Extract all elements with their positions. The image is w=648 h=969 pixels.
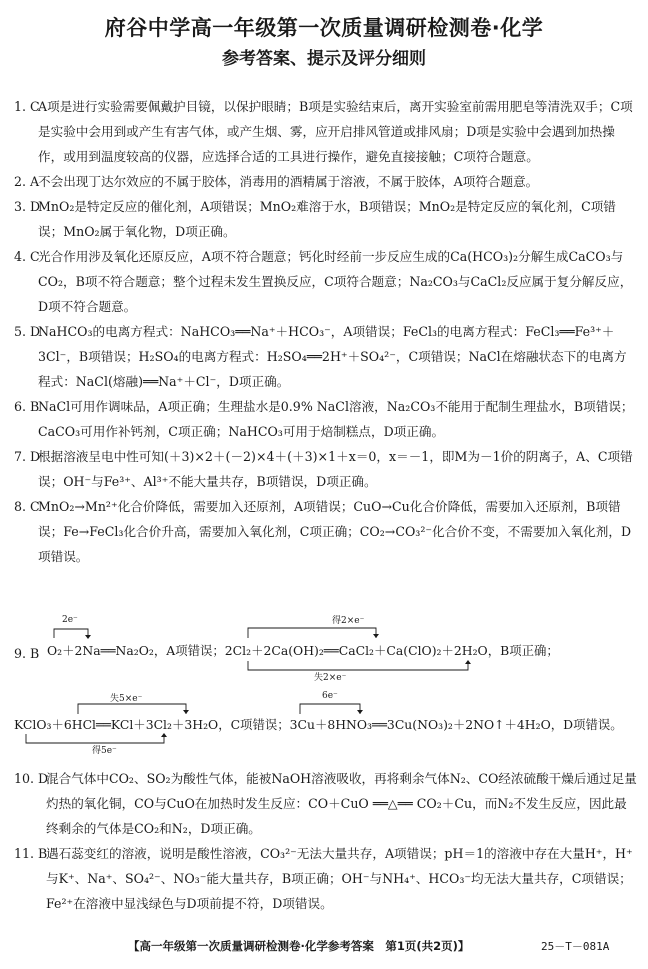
answer-text: NaHCO₃的电离方程式：NaHCO₃══Na⁺＋HCO₃⁻，A项错误；FeCl₃的电离方程式：FeCl₃══Fe³⁺＋3Cl⁻，B项错误；H₂SO₄的电离方程式：H₂SO₄══2H⁺＋SO₄²⁻，C项错误；NaCl在熔融状态下的电离方程式：NaCl(熔融)══Na⁺＋Cl⁻，D项正确。 <box>38 324 627 389</box>
answer-text: MnO₂是特定反应的催化剂，A项错误；MnO₂难溶于水，B项错误；MnO₂是特定反应的氧化剂，C项错误；MnO₂属于氧化物，D项正确。 <box>38 199 616 239</box>
equation-line: KClO₃＋6HCl══KCl＋3Cl₂＋3H₂O，C项错误；3Cu＋8HNO₃══3Cu(NO₃)₂＋2NO↑＋4H₂O，D项错误。 <box>14 717 623 732</box>
electron-transfer-arrow <box>76 701 196 715</box>
answer-number: 2. A <box>14 174 40 189</box>
electron-label: 失5×e⁻ <box>110 694 143 704</box>
answer-text: 光合作用涉及氧化还原反应，A项不符合题意；钙化时经前一步反应生成的Ca(HCO₃)₂分解生成CaCO₃与CO₂，B项不符合题意；整个过程未发生置换反应，C项符合题意；Na₂CO₃与CaCl₂反应属于复分解反应，D项不符合题意。 <box>38 249 633 314</box>
answer-number: 8. C <box>14 499 40 514</box>
answer-number: 1. C <box>14 99 40 114</box>
answer-number: 11. B <box>14 846 48 861</box>
answer-item-5 <box>14 319 638 394</box>
answer-number: 9. B <box>14 646 40 661</box>
electron-transfer-arrow <box>52 626 92 640</box>
answer-item-11 <box>14 841 638 916</box>
answer-item-1 <box>14 94 638 169</box>
page-subtitle: 参考答案、提示及评分细则 <box>222 49 426 69</box>
answer-text: 不会出现丁达尔效应的不属于胶体，消毒用的酒精属于溶液，不属于胶体，A项符合题意。 <box>38 174 539 189</box>
electron-transfer-arrow <box>298 701 368 715</box>
answer-item-8 <box>14 494 638 569</box>
answer-item-7 <box>14 444 638 494</box>
answer-text: MnO₂→Mn²⁺化合价降低，需要加入还原剂，A项错误；CuO→Cu化合价降低，需要加入还原剂，B项错误；Fe→FeCl₃化合价升高，需要加入氧化剂，C项正确；CO₂→CO₃²⁻化合价不变，不需要加入氧化剂，D项错误。 <box>38 499 632 564</box>
answer-number: 7. D <box>14 449 41 464</box>
answer-list <box>14 94 638 569</box>
answer-item-2 <box>14 169 638 194</box>
electron-label: 6e⁻ <box>322 691 338 701</box>
page-title: 府谷中学高一年级第一次质量调研检测卷·化学 <box>104 16 544 40</box>
footer-text: 【高一年级第一次质量调研检测卷·化学参考答案 第1页(共2页)】 <box>128 939 470 953</box>
answer-list-continued <box>14 766 638 916</box>
equation-line: O₂＋2Na══Na₂O₂，A项错误；2Cl₂＋2Ca(OH)₂══CaCl₂＋Ca(ClO)₂＋2H₂O，B项正确； <box>47 643 559 658</box>
answer-item-6 <box>14 394 638 444</box>
answer-item-3 <box>14 194 638 244</box>
electron-label: 失2×e⁻ <box>314 673 347 683</box>
electron-transfer-arrow <box>246 625 386 639</box>
answer-number: 10. D <box>14 771 49 786</box>
answer-number: 5. D <box>14 324 41 339</box>
document-code: 25－T－081A <box>541 940 610 953</box>
answer-number: 6. B <box>14 399 40 414</box>
answer-text: 遇石蕊变红的溶液，说明是酸性溶液，CO₃²⁻无法大量共存，A项错误；pH＝1的溶液中存在大量H⁺，H⁺与K⁺、Na⁺、SO₄²⁻、NO₃⁻能大量共存，B项正确；OH⁻与NH₄⁺、HCO₃⁻均无法大量共存，C项错误；Fe²⁺在溶液中显浅绿色与D项前提不符，D项错误。 <box>46 846 633 911</box>
electron-transfer-arrow <box>246 660 476 674</box>
electron-label: 得5e⁻ <box>92 746 117 756</box>
electron-label: 得2×e⁻ <box>332 616 365 626</box>
answer-item-4 <box>14 244 638 319</box>
electron-label: 2e⁻ <box>62 615 78 625</box>
answer-text: 混合气体中CO₂、SO₂为酸性气体，能被NaOH溶液吸收，再将剩余气体N₂、CO经浓硫酸干燥后通过足量灼热的氧化铜，CO与CuO在加热时发生反应：CO＋CuO ══△══ CO₂＋Cu，而N₂不发生反应，因此最终剩余的气体是CO₂和N₂，D项正确。 <box>46 771 637 836</box>
answer-text: 根据溶液呈电中性可知(＋3)×2＋(－2)×4＋(＋3)×1＋x＝0，x＝－1，即M为－1价的阴离子，A、C项错误；OH⁻与Fe³⁺、Al³⁺不能大量共存，B项错误，D项正确。 <box>38 449 633 489</box>
answer-number: 4. C <box>14 249 40 264</box>
answer-item-10 <box>14 766 638 841</box>
answer-text: A项是进行实验需要佩戴护目镜，以保护眼睛；B项是实验结束后，离开实验室前需用肥皂等清洗双手；C项是实验中会用到或产生有害气体，或产生烟、雾，应开启排风管道或排风扇；D项是实验中会遇到加热操作，或用到温度较高的仪器，应选择合适的工具进行操作，避免直接接触；C项符合题意。 <box>38 99 633 164</box>
answer-number: 3. D <box>14 199 41 214</box>
answer-text: NaCl可用作调味品，A项正确；生理盐水是0.9% NaCl溶液，Na₂CO₃不能用于配制生理盐水，B项错误；CaCO₃可用作补钙剂，C项正确；NaHCO₃可用于焙制糕点，D项正确。 <box>38 399 634 439</box>
answer-item-9 <box>14 612 638 762</box>
